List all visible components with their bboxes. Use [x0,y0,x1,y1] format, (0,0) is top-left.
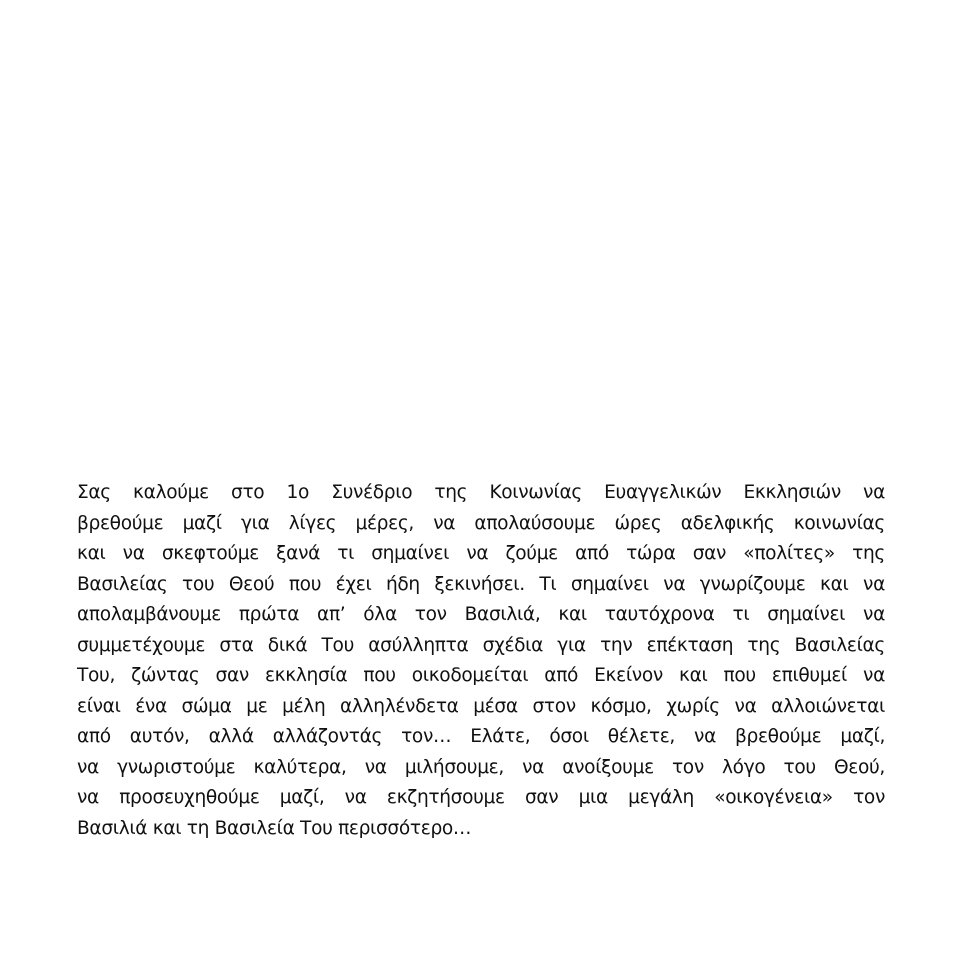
paragraph-line-last: Βασιλιά και τη Βασιλεία Του περισσότερο… [77,817,472,839]
paragraph-line: Βασιλείας του Θεού που έχει ήδη ξεκινήσει. Τι σημαίνει να γνωρίζουμε και να [77,573,885,595]
paragraph-line: να γνωριστούμε καλύτερα, να μιλήσουμε, να ανοίξουμε τον λόγο του Θεού, [77,756,885,778]
paragraph-line: Του, ζώντας σαν εκκλησία που οικοδομείται από Εκείνον και που επιθυμεί να [77,665,885,686]
paragraph-line: απολαμβάνουμε πρώτα απ’ όλα τον Βασιλιά, και ταυτόχρονα τι σημαίνει να [77,604,885,625]
paragraph-line: είναι ένα σώμα με μέλη αλληλένδετα μέσα στον κόσμο, χωρίς να αλλοιώνεται [77,695,885,717]
paragraph-line: και να σκεφτούμε ξανά τι σημαίνει να ζούμε από τώρα σαν «πολίτες» της [77,543,885,564]
paragraph-line: συμμετέχουμε στα δικά Του ασύλληπτα σχέδια για την επέκταση της Βασιλείας [77,634,885,656]
paragraph-line: από αυτόν, αλλά αλλάζοντάς τον… Ελάτε, όσοι θέλετε, να βρεθούμε μαζί, [77,726,885,747]
paragraph-line: βρεθούμε μαζί για λίγες μέρες, να απολαύσουμε ώρες αδελφικής κοινωνίας [77,512,885,534]
paragraph-line: Σας καλούμε στο 1ο Συνέδριο της Κοινωνίας Ευαγγελικών Εκκλησιών να [77,482,885,503]
paragraph-line: να προσευχηθούμε μαζί, να εκζητήσουμε σαν μια μεγάλη «οικογένεια» τον [77,787,885,808]
invitation-paragraph [77,478,885,844]
